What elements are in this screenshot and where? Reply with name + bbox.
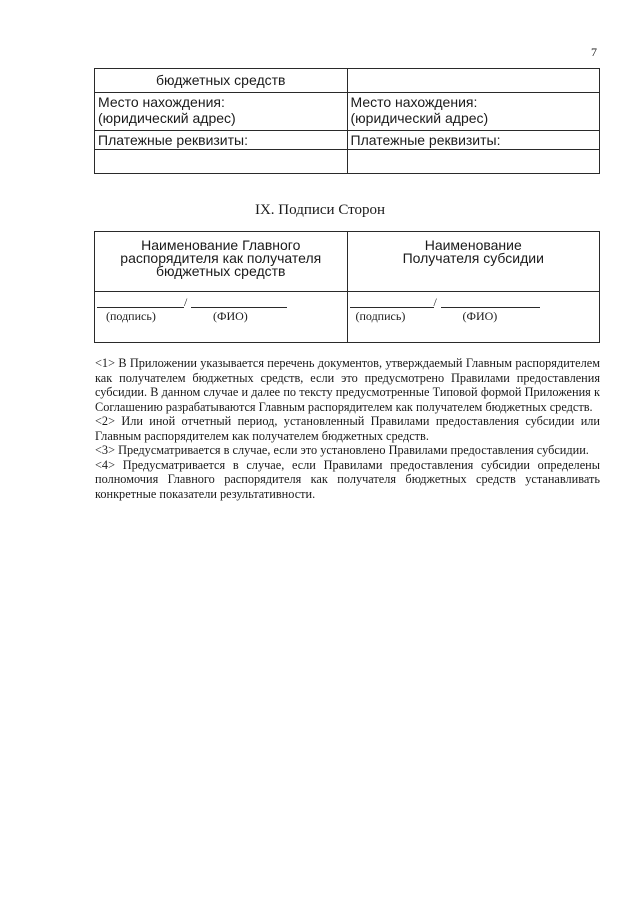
footnotes xyxy=(95,356,600,501)
signature-line xyxy=(350,307,434,308)
requisites-cell-left xyxy=(95,69,348,93)
footnote-2: <2> Или иной отчетный период, установленный Правилами предоставления субсидии или Главным распорядителем как получателем бюджетных средств. xyxy=(95,414,600,443)
heading-line: Получателя субсидии xyxy=(402,250,544,266)
requisites-row-empty xyxy=(95,150,600,174)
signature-block-left xyxy=(95,292,348,343)
requisites-cell-left xyxy=(95,93,348,131)
legal-address-label-left: (юридический адрес) xyxy=(98,110,236,126)
requisites-row-budget-funds xyxy=(95,69,600,93)
footnote-1: <1> В Приложении указывается перечень документов, утверждаемый Главным распорядителем как получателем бюджетных средств, если это предусмотрено Правилами предоставления субсидии. В данном случае и далее по тексту предусмотренные Типовой формой Приложения к Соглашению разрабатываются Главным распорядителем как получателем бюджетных средств. xyxy=(95,356,600,414)
page-number: 7 xyxy=(591,45,597,59)
requisites-cell-left xyxy=(95,131,348,150)
payment-details-label-right: Платежные реквизиты: xyxy=(350,132,501,148)
requisites-cell-right xyxy=(347,93,600,131)
requisites-cell-left xyxy=(95,150,348,174)
requisites-row-payment xyxy=(95,131,600,150)
requisites-cell-right xyxy=(347,131,600,150)
requisites-row-location xyxy=(95,93,600,131)
signature-label: (подпись) xyxy=(106,309,156,323)
heading-line: бюджетных средств xyxy=(156,263,286,279)
signatures-sign-row xyxy=(95,292,600,343)
heading-line: Наименование xyxy=(424,237,522,253)
signature-block-right xyxy=(347,292,600,343)
signature-line xyxy=(97,307,184,308)
signatures-heading-right xyxy=(347,232,600,292)
heading-line: распорядителя как получателя xyxy=(120,250,322,266)
location-label-right: Место нахождения: xyxy=(350,94,478,110)
footnote-4: <4> Предусматривается в случае, если Правилами предоставления субсидии определены полномочия Главного распорядителя как получателя бюджетных средств устанавливать конкретные показатели результативности. xyxy=(95,457,600,501)
slash-separator: / xyxy=(184,295,188,309)
budget-funds-right-text xyxy=(348,69,600,73)
heading-line: Наименование Главного xyxy=(141,237,301,253)
signatures-heading-left xyxy=(95,232,348,292)
recipient-heading xyxy=(348,232,600,265)
name-label: (ФИО) xyxy=(213,309,248,323)
signature-label: (подпись) xyxy=(355,309,406,323)
slash-separator: / xyxy=(433,295,437,309)
footnote-3: <3> Предусматривается в случае, если это установлено Правилами предоставления субсидии. xyxy=(95,443,589,457)
legal-address-label-right: (юридический адрес) xyxy=(350,110,489,126)
budget-funds-text: бюджетных средств xyxy=(156,72,286,88)
name-label: (ФИО) xyxy=(462,309,498,323)
payment-details-label-left: Платежные реквизиты: xyxy=(98,132,248,148)
location-label-left: Место нахождения: xyxy=(98,94,225,110)
section-title: IX. Подписи Сторон xyxy=(254,202,386,218)
requisites-cell-right xyxy=(347,69,600,93)
name-line xyxy=(191,307,287,308)
signatures-table xyxy=(94,231,600,343)
name-line xyxy=(441,307,540,308)
chief-administrator-heading xyxy=(95,232,347,278)
signatures-heading-row xyxy=(95,232,600,292)
requisites-cell-right xyxy=(347,150,600,174)
requisites-table xyxy=(94,68,600,174)
